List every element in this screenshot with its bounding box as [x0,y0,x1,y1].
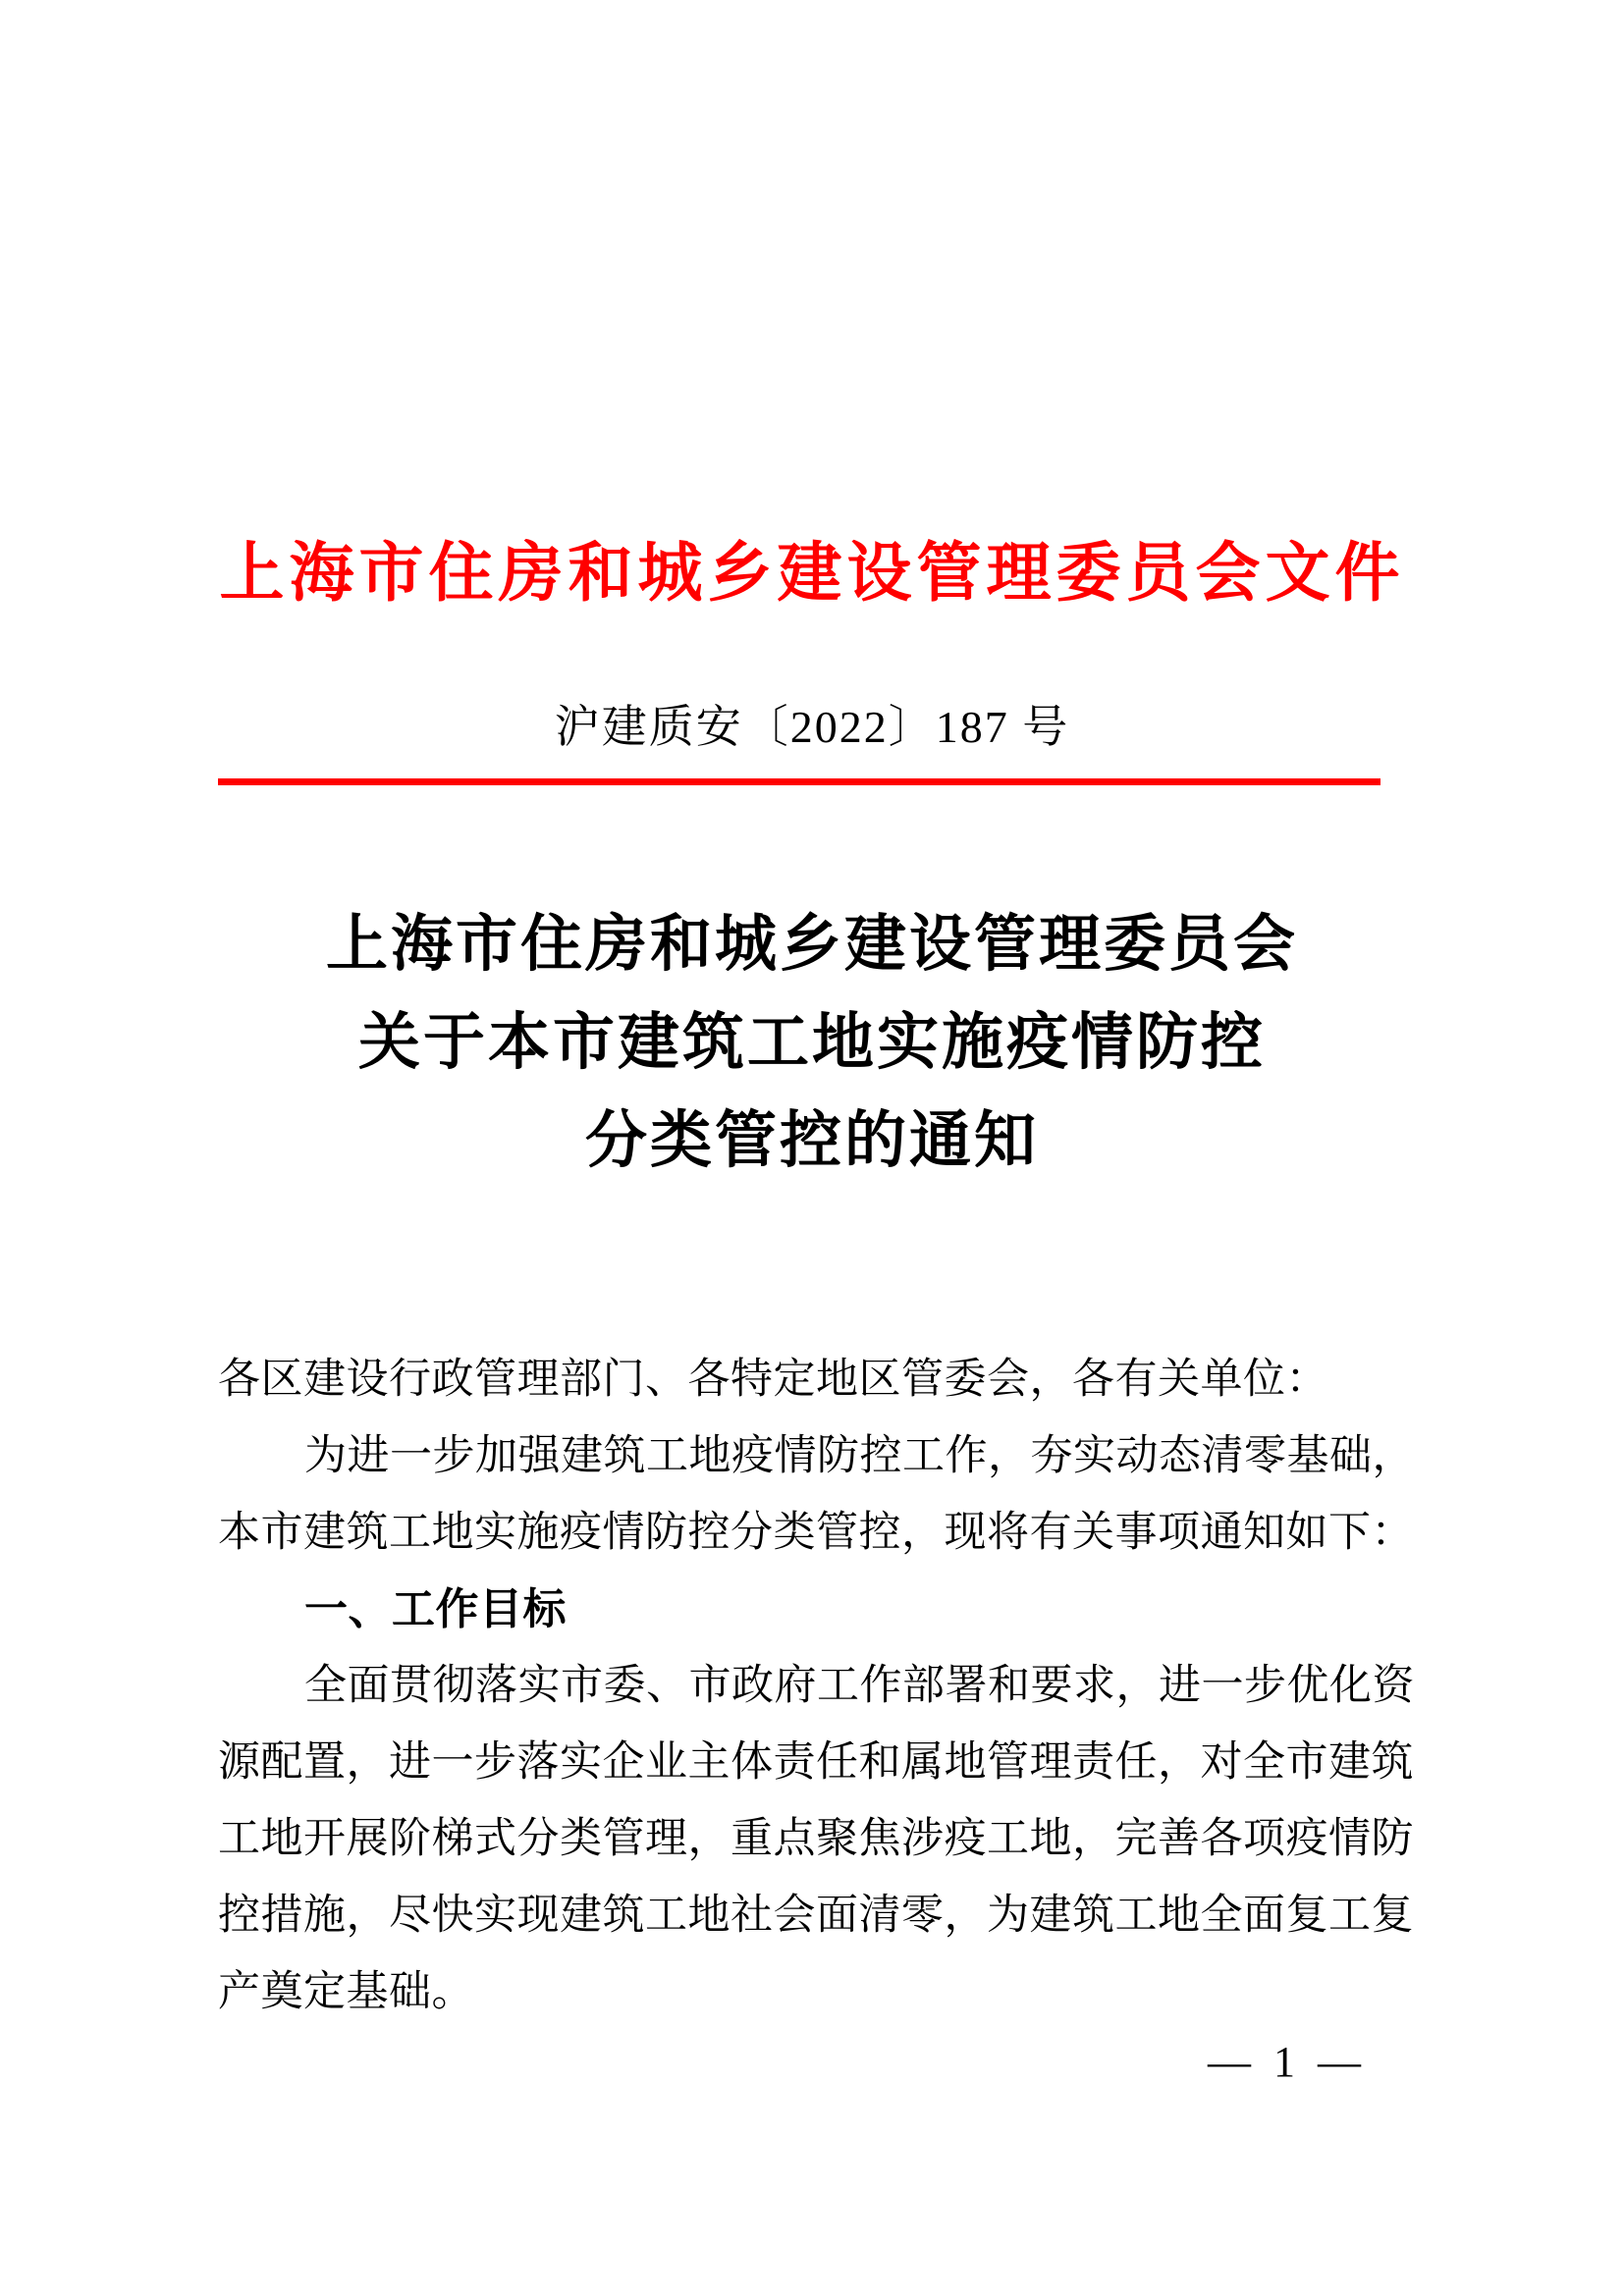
section-heading-work-goals: 一、工作目标 [304,1585,567,1633]
body-line: 全面贯彻落实市委、市政府工作部署和要求，进一步优化资 [304,1663,1415,1709]
body-line: 为进一步加强建筑工地疫情防控工作，夯实动态清零基础， [304,1433,1415,1479]
body-line: 控措施，尽快实现建筑工地社会面清零，为建筑工地全面复工复 [218,1893,1414,1939]
body-line: 本市建筑工地实施疫情防控分类管控，现将有关事项通知如下： [218,1510,1414,1556]
body-line: 工地开展阶梯式分类管理，重点聚焦涉疫工地，完善各项疫情防 [218,1816,1414,1862]
letterhead-org-title: 上海市住房和城乡建设管理委员会文件 [219,538,1405,610]
body-line: 产奠定基础。 [218,1969,474,2015]
body-line: 源配置，进一步落实企业主体责任和属地管理责任，对全市建筑 [218,1739,1414,1786]
page-number: — 1 — [1208,2038,1367,2086]
document-title-line-3: 分类管控的通知 [585,1106,1039,1175]
letterhead-divider-line [218,778,1380,785]
body-line-salutation: 各区建设行政管理部门、各特定地区管委会，各有关单位： [218,1357,1328,1403]
document-title-line-1: 上海市住房和城乡建设管理委员会 [326,910,1298,979]
document-title [0,895,1624,1190]
doc-reference-number: 沪建质安〔2022〕187 号 [554,702,1070,752]
document-title-line-2: 关于本市建筑工地实施疫情防控 [358,1008,1266,1077]
document-body [218,1342,1415,2031]
